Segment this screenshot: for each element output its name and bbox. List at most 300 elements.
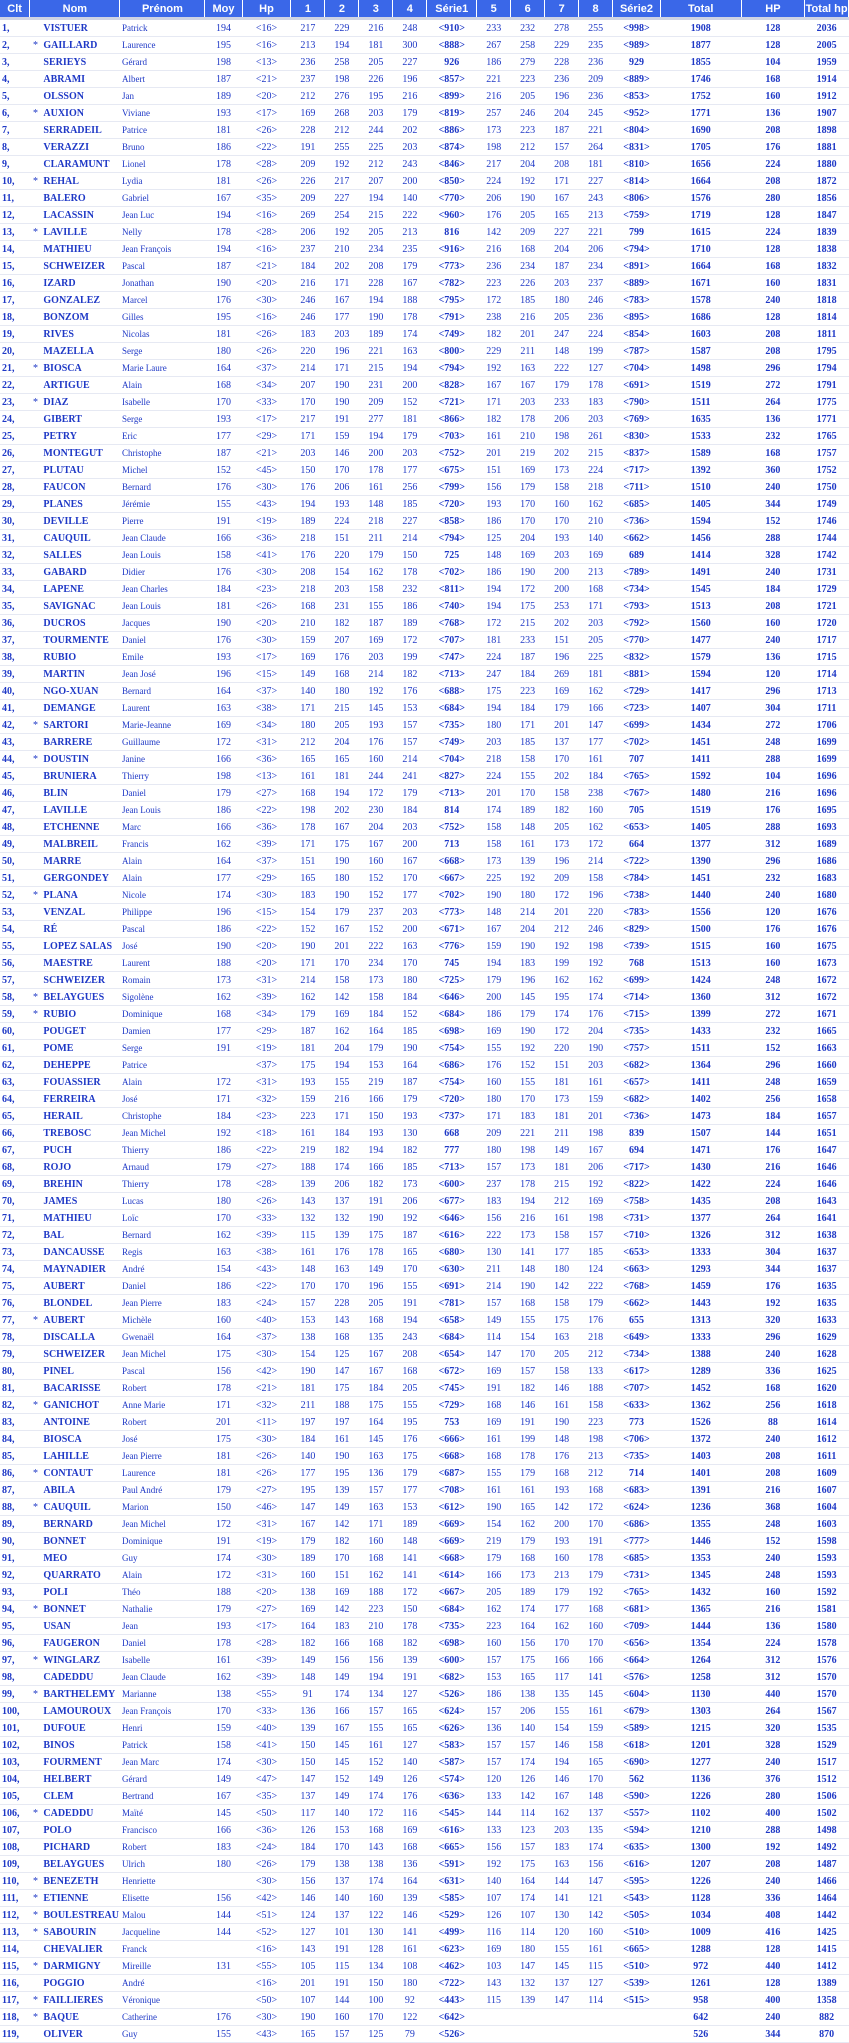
first-name-cell: Maïté xyxy=(120,1805,205,1822)
game-8-cell: 179 xyxy=(579,1295,613,1312)
first-name-cell: Nelly xyxy=(120,224,205,241)
hp-total-cell: 208 xyxy=(741,1193,805,1210)
serie2-cell: <663> xyxy=(613,1261,661,1278)
total-cell: 1424 xyxy=(660,972,741,989)
game-1-cell: 157 xyxy=(291,1295,325,1312)
game-4-cell: 193 xyxy=(393,1108,427,1125)
game-6-cell: 114 xyxy=(511,1924,545,1941)
game-1-cell: 162 xyxy=(291,989,325,1006)
game-4-cell: 194 xyxy=(393,1312,427,1329)
game-8-cell: 124 xyxy=(579,1261,613,1278)
average-cell: 176 xyxy=(205,479,242,496)
total-hp-cell: 1647 xyxy=(805,1142,849,1159)
col-header-game-2[interactable]: 2 xyxy=(325,0,359,17)
game-7-cell: 193 xyxy=(545,1482,579,1499)
hp-total-cell: 232 xyxy=(741,870,805,887)
game-6-cell: 140 xyxy=(511,1720,545,1737)
game-4-cell: 185 xyxy=(393,1159,427,1176)
col-header-game-3[interactable]: 3 xyxy=(359,0,393,17)
total-hp-cell: 2005 xyxy=(805,37,849,54)
game-5-cell: 161 xyxy=(477,1482,511,1499)
game-5-cell: 236 xyxy=(477,258,511,275)
game-3-cell: 173 xyxy=(359,972,393,989)
women-marker-cell xyxy=(30,1703,42,1720)
serie1-cell: <654> xyxy=(427,1346,477,1363)
women-marker-cell xyxy=(30,1125,42,1142)
hp-total-cell: 176 xyxy=(741,1278,805,1295)
game-6-cell xyxy=(511,2026,545,2043)
game-5-cell: 157 xyxy=(477,1159,511,1176)
hp-total-cell: 320 xyxy=(741,1312,805,1329)
first-name-cell: Francis xyxy=(120,836,205,853)
game-7-cell: 205 xyxy=(545,1346,579,1363)
game-6-cell: 185 xyxy=(511,734,545,751)
women-marker-cell: * xyxy=(30,360,42,377)
handicap-cell: <22> xyxy=(242,802,291,819)
women-marker-cell xyxy=(30,1074,42,1091)
handicap-cell: <43> xyxy=(242,1261,291,1278)
game-2-cell: 174 xyxy=(325,1686,359,1703)
total-cell: 1576 xyxy=(660,190,741,207)
total-cell: 1422 xyxy=(660,1176,741,1193)
game-5-cell: 186 xyxy=(477,54,511,71)
total-hp-cell: 1570 xyxy=(805,1686,849,1703)
game-1-cell: 148 xyxy=(291,1261,325,1278)
first-name-cell: Jean Claude xyxy=(120,1669,205,1686)
serie2-cell: 689 xyxy=(613,547,661,564)
serie1-cell: <768> xyxy=(427,615,477,632)
game-4-cell: 200 xyxy=(393,836,427,853)
game-3-cell: 196 xyxy=(359,1278,393,1295)
game-2-cell: 166 xyxy=(325,1703,359,1720)
last-name-cell: LAVILLE xyxy=(41,224,120,241)
game-4-cell: 188 xyxy=(393,292,427,309)
col-header-hp-total[interactable]: HP xyxy=(741,0,805,17)
last-name-cell: POLI xyxy=(41,1584,120,1601)
serie1-cell: <658> xyxy=(427,1312,477,1329)
women-marker-cell xyxy=(30,683,42,700)
serie1-cell: <616> xyxy=(427,1227,477,1244)
average-cell: 163 xyxy=(205,1244,242,1261)
total-hp-cell: 1847 xyxy=(805,207,849,224)
table-row xyxy=(0,1873,849,1890)
game-5-cell: 237 xyxy=(477,1176,511,1193)
game-1-cell: 161 xyxy=(291,768,325,785)
game-6-cell: 148 xyxy=(511,1261,545,1278)
total-cell: 1719 xyxy=(660,207,741,224)
game-1-cell: 132 xyxy=(291,1210,325,1227)
hp-total-cell: 264 xyxy=(741,1703,805,1720)
rank-cell: 78, xyxy=(0,1329,30,1346)
total-hp-cell: 1598 xyxy=(805,1533,849,1550)
col-header-moy[interactable]: Moy xyxy=(205,0,242,17)
serie2-cell: <679> xyxy=(613,1703,661,1720)
game-1-cell: 226 xyxy=(291,173,325,190)
game-4-cell: 178 xyxy=(393,1618,427,1635)
game-3-cell: 172 xyxy=(359,785,393,802)
game-5-cell: 148 xyxy=(477,904,511,921)
women-marker-cell xyxy=(30,496,42,513)
hp-total-cell: 168 xyxy=(741,71,805,88)
last-name-cell: HERAIL xyxy=(41,1108,120,1125)
game-2-cell: 191 xyxy=(325,411,359,428)
serie2-cell: <854> xyxy=(613,326,661,343)
first-name-cell: Dominique xyxy=(120,1533,205,1550)
col-header-prenom[interactable]: Prénom xyxy=(120,0,205,17)
game-2-cell: 190 xyxy=(325,377,359,394)
serie2-cell: 839 xyxy=(613,1125,661,1142)
col-header-game-1[interactable]: 1 xyxy=(291,0,325,17)
game-7-cell: 135 xyxy=(545,1686,579,1703)
game-2-cell: 159 xyxy=(325,428,359,445)
first-name-cell: Damien xyxy=(120,1023,205,1040)
handicap-cell: <27> xyxy=(242,1159,291,1176)
game-1-cell: 168 xyxy=(291,785,325,802)
game-5-cell: 176 xyxy=(477,1057,511,1074)
game-7-cell: 180 xyxy=(545,1261,579,1278)
average-cell: 193 xyxy=(205,411,242,428)
hp-total-cell: 240 xyxy=(741,632,805,649)
handicap-cell: <17> xyxy=(242,105,291,122)
last-name-cell: PLANA xyxy=(41,887,120,904)
col-header-game-5[interactable]: 5 xyxy=(477,0,511,17)
women-marker-cell xyxy=(30,1567,42,1584)
hp-total-cell: 160 xyxy=(741,275,805,292)
serie2-cell: <624> xyxy=(613,1499,661,1516)
game-1-cell: 191 xyxy=(291,139,325,156)
rank-cell: 103, xyxy=(0,1754,30,1771)
col-header-game-7[interactable]: 7 xyxy=(545,0,579,17)
total-hp-cell: 1502 xyxy=(805,1805,849,1822)
game-3-cell: 212 xyxy=(359,156,393,173)
game-5-cell: 257 xyxy=(477,105,511,122)
game-1-cell: 195 xyxy=(291,1482,325,1499)
serie1-cell: <443> xyxy=(427,1992,477,2009)
handicap-cell: <16> xyxy=(242,1975,291,1992)
game-8-cell: 206 xyxy=(579,1159,613,1176)
last-name-cell: LACASSIN xyxy=(41,207,120,224)
total-hp-cell: 1721 xyxy=(805,598,849,615)
serie2-cell: <576> xyxy=(613,1669,661,1686)
game-3-cell: 164 xyxy=(359,1023,393,1040)
hp-total-cell: 160 xyxy=(741,1584,805,1601)
average-cell: 178 xyxy=(205,1176,242,1193)
game-1-cell: 209 xyxy=(291,190,325,207)
serie1-cell: <725> xyxy=(427,972,477,989)
game-8-cell: 234 xyxy=(579,258,613,275)
game-8-cell: 160 xyxy=(579,1924,613,1941)
col-header-serie1[interactable]: Série1 xyxy=(427,0,477,17)
last-name-cell: GONZALEZ xyxy=(41,292,120,309)
total-hp-cell: 1612 xyxy=(805,1431,849,1448)
game-5-cell: 209 xyxy=(477,1125,511,1142)
handicap-cell: <39> xyxy=(242,989,291,1006)
game-3-cell: 182 xyxy=(359,1176,393,1193)
game-5-cell: 157 xyxy=(477,1703,511,1720)
women-marker-cell xyxy=(30,139,42,156)
serie1-cell: <776> xyxy=(427,938,477,955)
game-4-cell: 167 xyxy=(393,275,427,292)
game-8-cell: 203 xyxy=(579,1057,613,1074)
average-cell: 195 xyxy=(205,37,242,54)
last-name-cell: GABARD xyxy=(41,564,120,581)
rank-cell: 21, xyxy=(0,360,30,377)
table-row xyxy=(0,1159,849,1176)
women-marker-cell xyxy=(30,666,42,683)
game-7-cell: 183 xyxy=(545,1839,579,1856)
game-4-cell: 179 xyxy=(393,105,427,122)
col-header-serie2[interactable]: Série2 xyxy=(613,0,661,17)
game-3-cell: 188 xyxy=(359,1584,393,1601)
game-6-cell: 172 xyxy=(511,581,545,598)
serie1-cell: <616> xyxy=(427,1822,477,1839)
game-2-cell: 149 xyxy=(325,1669,359,1686)
first-name-cell: Alain xyxy=(120,870,205,887)
hp-total-cell: 408 xyxy=(741,1907,805,1924)
hp-total-cell: 232 xyxy=(741,1023,805,1040)
total-cell: 1452 xyxy=(660,1380,741,1397)
game-1-cell: 138 xyxy=(291,1584,325,1601)
game-4-cell: 165 xyxy=(393,1720,427,1737)
game-7-cell: 176 xyxy=(545,1448,579,1465)
game-5-cell: 172 xyxy=(477,292,511,309)
game-3-cell: 125 xyxy=(359,2026,393,2043)
col-header-clt[interactable]: Clt xyxy=(0,0,30,17)
game-4-cell: 163 xyxy=(393,938,427,955)
game-4-cell: 184 xyxy=(393,989,427,1006)
serie2-cell: <594> xyxy=(613,1822,661,1839)
game-3-cell: 194 xyxy=(359,190,393,207)
game-4-cell: 190 xyxy=(393,1040,427,1057)
serie2-cell: <777> xyxy=(613,1533,661,1550)
game-2-cell: 190 xyxy=(325,853,359,870)
last-name-cell: ETIENNE xyxy=(41,1890,120,1907)
serie1-cell: <574> xyxy=(427,1771,477,1788)
handicap-cell: <26> xyxy=(242,1448,291,1465)
game-8-cell xyxy=(579,2009,613,2026)
rank-cell: 57, xyxy=(0,972,30,989)
game-4-cell: 127 xyxy=(393,1737,427,1754)
game-5-cell: 175 xyxy=(477,683,511,700)
game-7-cell: 172 xyxy=(545,1023,579,1040)
serie1-cell: <631> xyxy=(427,1873,477,1890)
col-header-total[interactable]: Total xyxy=(660,0,741,17)
first-name-cell: Serge xyxy=(120,1040,205,1057)
game-2-cell: 190 xyxy=(325,394,359,411)
average-cell: 191 xyxy=(205,1533,242,1550)
women-marker-cell xyxy=(30,479,42,496)
first-name-cell: Sigolène xyxy=(120,989,205,1006)
col-header-nom[interactable]: Nom xyxy=(30,0,120,17)
col-header-game-4[interactable]: 4 xyxy=(393,0,427,17)
serie2-cell: 714 xyxy=(613,1465,661,1482)
total-cell: 1578 xyxy=(660,292,741,309)
total-cell: 1399 xyxy=(660,1006,741,1023)
rank-cell: 65, xyxy=(0,1108,30,1125)
table-row xyxy=(0,1856,849,1873)
total-cell: 1635 xyxy=(660,411,741,428)
game-4-cell: 196 xyxy=(393,71,427,88)
serie1-cell: <691> xyxy=(427,1278,477,1295)
game-5-cell: 169 xyxy=(477,1363,511,1380)
last-name-cell: SABOURIN xyxy=(41,1924,120,1941)
handicap-cell: <28> xyxy=(242,156,291,173)
average-cell: 198 xyxy=(205,54,242,71)
game-3-cell: 145 xyxy=(359,700,393,717)
serie1-cell: <722> xyxy=(427,1975,477,1992)
first-name-cell: Jean Marc xyxy=(120,1754,205,1771)
game-4-cell: 192 xyxy=(393,1210,427,1227)
average-cell: 163 xyxy=(205,700,242,717)
serie2-cell: <832> xyxy=(613,649,661,666)
game-1-cell: 237 xyxy=(291,71,325,88)
hp-total-cell: 216 xyxy=(741,785,805,802)
game-4-cell: 152 xyxy=(393,1006,427,1023)
women-marker-cell: * xyxy=(30,1397,42,1414)
first-name-cell: Henriette xyxy=(120,1873,205,1890)
game-2-cell: 167 xyxy=(325,819,359,836)
table-row xyxy=(0,1431,849,1448)
game-5-cell: 161 xyxy=(477,1431,511,1448)
first-name-cell: Bernard xyxy=(120,1227,205,1244)
game-6-cell: 158 xyxy=(511,751,545,768)
average-cell: 171 xyxy=(205,1397,242,1414)
game-3-cell: 190 xyxy=(359,309,393,326)
table-row xyxy=(0,853,849,870)
table-row xyxy=(0,496,849,513)
first-name-cell: Serge xyxy=(120,343,205,360)
game-4-cell: 140 xyxy=(393,190,427,207)
game-6-cell: 155 xyxy=(511,1074,545,1091)
handicap-cell: <35> xyxy=(242,190,291,207)
first-name-cell: Mireille xyxy=(120,1958,205,1975)
total-cell: 1215 xyxy=(660,1720,741,1737)
average-cell: 155 xyxy=(205,496,242,513)
game-7-cell: 204 xyxy=(545,105,579,122)
game-5-cell: 186 xyxy=(477,1686,511,1703)
serie1-cell: <916> xyxy=(427,241,477,258)
game-2-cell: 179 xyxy=(325,904,359,921)
total-hp-cell: 1811 xyxy=(805,326,849,343)
serie2-cell: <590> xyxy=(613,1788,661,1805)
game-2-cell: 182 xyxy=(325,1533,359,1550)
game-6-cell: 169 xyxy=(511,547,545,564)
total-hp-cell: 1744 xyxy=(805,530,849,547)
handicap-cell: <43> xyxy=(242,2026,291,2043)
game-1-cell: 140 xyxy=(291,1448,325,1465)
game-3-cell: 145 xyxy=(359,1431,393,1448)
last-name-cell: BELAYGUES xyxy=(41,1856,120,1873)
last-name-cell: TREBOSC xyxy=(41,1125,120,1142)
game-8-cell: 170 xyxy=(579,1771,613,1788)
col-header-total-hp[interactable]: Total hp xyxy=(805,0,849,17)
first-name-cell: Serge xyxy=(120,411,205,428)
serie1-cell: <630> xyxy=(427,1261,477,1278)
game-8-cell: 169 xyxy=(579,1193,613,1210)
rank-cell: 69, xyxy=(0,1176,30,1193)
col-header-hp[interactable]: Hp xyxy=(242,0,291,17)
game-7-cell: 169 xyxy=(545,683,579,700)
handicap-cell: <26> xyxy=(242,598,291,615)
total-hp-cell: 1658 xyxy=(805,1091,849,1108)
game-3-cell: 194 xyxy=(359,292,393,309)
hp-total-cell: 224 xyxy=(741,1635,805,1652)
game-4-cell: 214 xyxy=(393,530,427,547)
col-header-game-8[interactable]: 8 xyxy=(579,0,613,17)
table-row xyxy=(0,37,849,54)
serie1-cell: <745> xyxy=(427,1380,477,1397)
game-2-cell: 125 xyxy=(325,1346,359,1363)
game-8-cell: 160 xyxy=(579,1618,613,1635)
game-7-cell: 200 xyxy=(545,564,579,581)
game-1-cell: 149 xyxy=(291,666,325,683)
game-7-cell: 158 xyxy=(545,785,579,802)
first-name-cell: Dominique xyxy=(120,1006,205,1023)
hp-total-cell: 360 xyxy=(741,462,805,479)
rank-cell: 113, xyxy=(0,1924,30,1941)
game-6-cell: 165 xyxy=(511,1499,545,1516)
serie1-cell: <529> xyxy=(427,1907,477,1924)
last-name-cell: SALLES xyxy=(41,547,120,564)
first-name-cell: Janine xyxy=(120,751,205,768)
game-3-cell: 210 xyxy=(359,1618,393,1635)
hp-total-cell: 216 xyxy=(741,1601,805,1618)
game-5-cell: 173 xyxy=(477,122,511,139)
game-1-cell: 159 xyxy=(291,632,325,649)
serie1-cell: <642> xyxy=(427,2009,477,2026)
game-5-cell: 173 xyxy=(477,853,511,870)
average-cell: 187 xyxy=(205,71,242,88)
game-4-cell: 177 xyxy=(393,887,427,904)
game-7-cell: 146 xyxy=(545,1380,579,1397)
handicap-cell: <22> xyxy=(242,1142,291,1159)
rank-cell: 32, xyxy=(0,547,30,564)
last-name-cell: REHAL xyxy=(41,173,120,190)
game-2-cell: 258 xyxy=(325,54,359,71)
game-3-cell: 164 xyxy=(359,1414,393,1431)
game-4-cell: 200 xyxy=(393,173,427,190)
average-cell: 159 xyxy=(205,1720,242,1737)
last-name-cell: CADEDDU xyxy=(41,1805,120,1822)
col-header-game-6[interactable]: 6 xyxy=(511,0,545,17)
average-cell: 179 xyxy=(205,1159,242,1176)
game-6-cell: 258 xyxy=(511,37,545,54)
table-row xyxy=(0,1380,849,1397)
game-4-cell: 175 xyxy=(393,1448,427,1465)
table-row xyxy=(0,1227,849,1244)
first-name-cell: Guillaume xyxy=(120,734,205,751)
game-5-cell: 214 xyxy=(477,1278,511,1295)
total-hp-cell: 1752 xyxy=(805,462,849,479)
game-1-cell: 117 xyxy=(291,1805,325,1822)
game-1-cell: 154 xyxy=(291,904,325,921)
rank-cell: 11, xyxy=(0,190,30,207)
serie1-cell: 713 xyxy=(427,836,477,853)
hp-total-cell: 160 xyxy=(741,955,805,972)
serie2-cell: <604> xyxy=(613,1686,661,1703)
first-name-cell: Alain xyxy=(120,853,205,870)
hp-total-cell: 296 xyxy=(741,1329,805,1346)
game-3-cell: 168 xyxy=(359,1635,393,1652)
women-marker-cell xyxy=(30,649,42,666)
rank-cell: 51, xyxy=(0,870,30,887)
last-name-cell: DARMIGNY xyxy=(41,1958,120,1975)
game-3-cell: 167 xyxy=(359,1363,393,1380)
game-5-cell: 167 xyxy=(477,921,511,938)
women-marker-cell xyxy=(30,1754,42,1771)
rank-cell: 89, xyxy=(0,1516,30,1533)
rank-cell: 31, xyxy=(0,530,30,547)
